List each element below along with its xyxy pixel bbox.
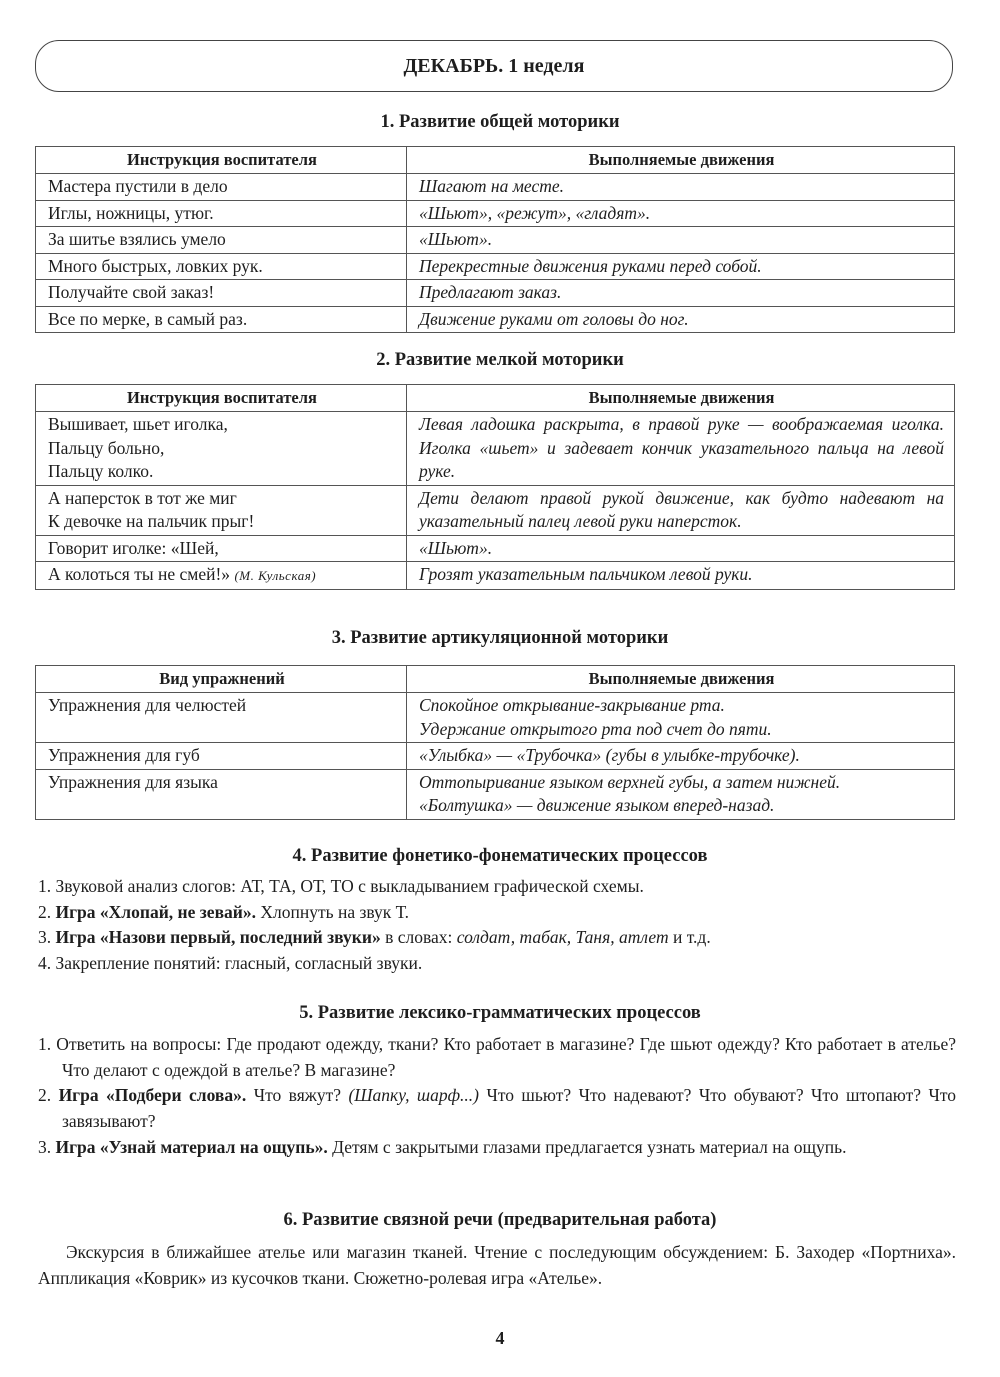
list-item xyxy=(38,900,956,926)
cell-text: «Шьют». xyxy=(419,537,493,558)
instruction-cell xyxy=(36,200,407,227)
cell-line: Упражнения для языка xyxy=(48,771,218,792)
instruction-cell xyxy=(36,535,407,562)
cell-line: Много быстрых, ловких рук. xyxy=(48,255,263,276)
list-item-text: 1. Звуковой анализ слогов: АТ, ТА, ОТ, ТО с выкладыванием графической схемы. xyxy=(38,876,644,896)
section-heading-fine-motor: 2. Развитие мелкой моторики xyxy=(376,350,624,370)
cell-line: «Болтушка» — движение языком вперед-назад. xyxy=(419,795,775,815)
cell-line: Получайте свой заказ! xyxy=(48,282,215,302)
list-item-text: Игра «Назови первый, последний звуки» xyxy=(55,927,381,948)
table-row xyxy=(36,562,955,590)
list-item-text: Что вяжут? xyxy=(246,1085,349,1106)
movement-cell xyxy=(407,769,955,819)
cell-line: А наперсток в тот же миг xyxy=(48,487,237,508)
table-row xyxy=(36,535,955,562)
cell-line: «Улыбка» — «Трубочка» (губы в улыбке-трубочке). xyxy=(419,745,800,765)
table-row xyxy=(36,769,955,819)
cell-line: Пальцу колко. xyxy=(48,461,154,481)
section-heading-lexical: 5. Развитие лексико-грамматических процессов xyxy=(299,1003,701,1023)
list-item-text: 3. xyxy=(38,927,56,948)
movement-cell xyxy=(407,227,955,254)
table-row xyxy=(36,743,955,770)
section-heading-articulation: 3. Развитие артикуляционной моторики xyxy=(331,628,669,648)
list-item-text: 2. xyxy=(38,901,56,922)
list-item-text: Что шьют? Что надевают? Что обувают? Что штопают? Что завязывают? xyxy=(62,1085,957,1132)
section-heading-phonetic: 4. Развитие фонетико-фонематических процессов xyxy=(292,846,708,866)
cell-line: За шитье взялись умело xyxy=(48,229,226,249)
movement-cell xyxy=(407,306,955,333)
cell-line: Вышивает, шьет иголка, xyxy=(48,414,228,434)
movement-cell xyxy=(407,200,955,227)
table-row xyxy=(36,306,955,333)
column-header: Инструкция воспитателя xyxy=(36,385,407,412)
column-header: Инструкция воспитателя xyxy=(36,147,407,174)
cell-line: Говорит иголке: «Шей, xyxy=(48,537,219,558)
list-phonetic xyxy=(38,874,956,977)
page-number: 4 xyxy=(495,1328,505,1348)
list-item-text: 1. Ответить на вопросы: Где продают одежду, ткани? Кто работает в магазине? Где шьют одежду? Кто работает в ателье? Что делают с одеждой в ателье? В магазине? xyxy=(38,1034,956,1080)
column-header: Вид упражнений xyxy=(36,666,407,693)
table-row xyxy=(36,485,955,535)
cell-line: Удержание открытого рта под счет до пяти. xyxy=(419,718,772,739)
list-item xyxy=(38,951,956,977)
movement-cell xyxy=(407,253,955,280)
table-articulation xyxy=(35,665,955,820)
list-item-text: Игра «Подбери слова». xyxy=(58,1085,247,1106)
instruction-cell xyxy=(36,306,407,333)
list-item-text: Игра «Узнай материал на ощупь». xyxy=(55,1136,328,1157)
list-item xyxy=(38,1032,956,1083)
list-lexical xyxy=(38,1032,956,1161)
instruction-cell xyxy=(36,743,407,770)
movement-cell xyxy=(407,535,955,562)
cell-line: Упражнения для челюстей xyxy=(48,695,247,715)
column-header: Выполняемые движения xyxy=(407,147,955,174)
cell-text: Движение руками от головы до ног. xyxy=(419,308,689,329)
cell-text: Левая ладошка раскрыта, в правой руке — воображаемая иголка. Иголка «шьет» и задевает кончик указательного пальца на левой руке. xyxy=(419,414,944,481)
movement-cell xyxy=(407,280,955,307)
instruction-cell xyxy=(36,693,407,743)
list-item xyxy=(38,1135,956,1161)
list-item-text: 2. xyxy=(38,1085,59,1106)
cell-text: Предлагают заказ. xyxy=(419,282,562,302)
section-heading-general-motor: 1. Развитие общей моторики xyxy=(380,112,620,132)
table-header-row xyxy=(36,666,955,693)
instruction-cell xyxy=(36,562,407,590)
list-item-text: (Шапку, шарф...) xyxy=(348,1085,480,1106)
instruction-cell xyxy=(36,485,407,535)
column-header: Выполняемые движения xyxy=(407,666,955,693)
cell-line: Мастера пустили в дело xyxy=(48,176,228,196)
cell-line: Иглы, ножницы, утюг. xyxy=(48,202,214,223)
instruction-cell xyxy=(36,174,407,201)
movement-cell xyxy=(407,412,955,486)
table-row xyxy=(36,253,955,280)
table-row xyxy=(36,174,955,201)
cell-line: Спокойное открывание-закрывание рта. xyxy=(419,695,725,715)
cell-text: А колоться ты не смей!» xyxy=(48,564,231,584)
cell-text: Грозят указательным пальчиком левой руки. xyxy=(419,564,753,584)
instruction-cell xyxy=(36,412,407,486)
cell-text: «Шьют». xyxy=(419,229,493,249)
list-item xyxy=(38,1083,956,1134)
table-row xyxy=(36,280,955,307)
list-item xyxy=(38,925,956,951)
table-row xyxy=(36,200,955,227)
instruction-cell xyxy=(36,280,407,307)
cell-line: Оттопыривание языком верхней губы, а затем нижней. xyxy=(419,771,841,792)
movement-cell xyxy=(407,562,955,590)
list-item-text: и т.д. xyxy=(668,927,711,948)
cell-line: К девочке на пальчик прыг! xyxy=(48,511,255,531)
movement-cell xyxy=(407,485,955,535)
list-item-text: Детям с закрытыми глазами предлагается узнать материал на ощупь. xyxy=(327,1136,847,1157)
column-header: Выполняемые движения xyxy=(407,385,955,412)
list-item-text: в словах: xyxy=(380,927,457,948)
table-general-motor xyxy=(35,146,955,333)
cell-text: Перекрестные движения руками перед собой. xyxy=(419,255,762,276)
cell-line xyxy=(48,563,396,588)
instruction-cell xyxy=(36,253,407,280)
list-item xyxy=(38,874,956,900)
author-name: (М. Кульская) xyxy=(234,568,317,583)
cell-line: Пальцу больно, xyxy=(48,437,165,458)
section-heading-speech: 6. Развитие связной речи (предварительная работа) xyxy=(283,1210,717,1230)
movement-cell xyxy=(407,743,955,770)
table-row xyxy=(36,412,955,486)
page-title: ДЕКАБРЬ. 1 неделя xyxy=(35,40,953,92)
table-row xyxy=(36,693,955,743)
instruction-cell xyxy=(36,769,407,819)
cell-text: Дети делают правой рукой движение, как будто надевают на указательный палец левой руки наперсток. xyxy=(419,487,944,531)
cell-text: «Шьют», «режут», «гладят». xyxy=(419,202,651,223)
instruction-cell xyxy=(36,227,407,254)
speech-paragraph: Экскурсия в ближайшее ателье или магазин тканей. Чтение с последующим обсуждением: Б. Заходер «Портниха». Аппликация «Коврик» из кусочков ткани. Сюжетно-ролевая игра «Ателье». xyxy=(38,1242,956,1288)
list-item-text: 4. Закрепление понятий: гласный, согласный звуки. xyxy=(38,953,423,974)
list-item-text: Игра «Хлопай, не зевай». xyxy=(55,901,256,922)
list-item-text: 3. xyxy=(38,1136,56,1157)
movement-cell xyxy=(407,693,955,743)
list-item-text: Хлопнуть на звук Т. xyxy=(255,901,409,922)
table-row xyxy=(36,227,955,254)
movement-cell xyxy=(407,174,955,201)
table-header-row xyxy=(36,385,955,412)
cell-line: Все по мерке, в самый раз. xyxy=(48,308,248,329)
list-item-text: солдат, табак, Таня, атлет xyxy=(456,927,669,948)
cell-line: Упражнения для губ xyxy=(48,745,200,765)
cell-text: Шагают на месте. xyxy=(419,176,564,196)
table-header-row xyxy=(36,147,955,174)
table-fine-motor xyxy=(35,384,955,590)
